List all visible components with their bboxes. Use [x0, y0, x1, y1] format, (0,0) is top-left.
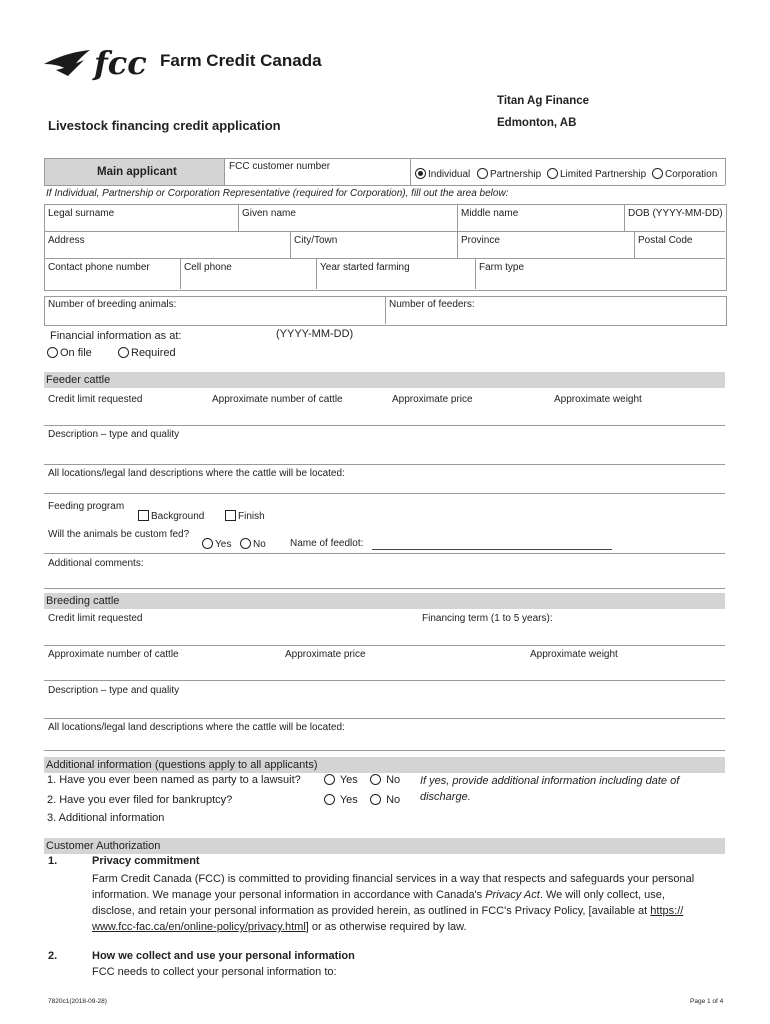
- entity-type-group: [410, 158, 726, 185]
- feeder-description-field[interactable]: Description – type and quality: [48, 429, 180, 440]
- item2-line1: FCC needs to collect your personal information to:: [92, 966, 337, 978]
- divider: [624, 204, 625, 231]
- text: disclose, and retain your personal information as provided herein, as outlined in FCC's Privacy Policy, [available at: [92, 905, 651, 917]
- feeder-credit-limit-field[interactable]: Credit limit requested: [48, 394, 143, 405]
- privacy-policy-link[interactable]: https://: [650, 905, 684, 917]
- entity-option-limited-partnership[interactable]: [547, 168, 646, 180]
- divider: [457, 231, 458, 258]
- option-label: Finish: [238, 511, 265, 522]
- applicant-instruction: If Individual, Partnership or Corporation Representative (required for Corporation), fill out the area below:: [46, 188, 509, 199]
- radio-icon: [240, 538, 251, 549]
- divider: [44, 493, 725, 494]
- fcc-logo: [42, 42, 162, 82]
- radio-icon: [202, 538, 213, 549]
- privacy-line-3: [92, 903, 732, 919]
- form-code: 7820c1(2018-09-28): [48, 998, 107, 1005]
- privacy-policy-link[interactable]: www.fcc-fac.ca/en/online-policy/privacy.html: [92, 921, 306, 933]
- privacy-act-text: Privacy Act: [485, 889, 540, 901]
- feeder-cattle-header: Feeder cattle: [44, 372, 725, 388]
- year-started-field[interactable]: Year started farming: [320, 262, 410, 273]
- divider: [44, 718, 725, 719]
- middle-name-field[interactable]: Middle name: [461, 208, 519, 219]
- feeder-locations-field[interactable]: All locations/legal land descriptions where the cattle will be located:: [48, 468, 345, 479]
- breeding-approx-number-field[interactable]: Approximate number of cattle: [48, 649, 179, 660]
- privacy-line-2: [92, 887, 732, 903]
- radio-icon: [324, 794, 335, 805]
- org-name: Farm Credit Canada: [160, 51, 322, 70]
- option-label: No: [253, 539, 266, 550]
- feeding-option-finish[interactable]: [225, 510, 265, 522]
- privacy-line-4: [92, 919, 732, 935]
- divider: [385, 296, 386, 324]
- custom-fed-no[interactable]: [240, 538, 266, 550]
- divider: [44, 464, 725, 465]
- item2-heading: How we collect and use your personal information: [92, 950, 355, 962]
- question-additional: 3. Additional information: [47, 812, 165, 824]
- checkbox-icon: [138, 510, 149, 521]
- divider: [475, 258, 476, 289]
- divider: [44, 258, 725, 259]
- additional-note-line2: discharge.: [420, 791, 471, 803]
- entity-option-label: Partnership: [490, 169, 542, 180]
- divider: [238, 204, 239, 231]
- feeder-comments-field[interactable]: Additional comments:: [48, 558, 144, 569]
- divider: [180, 258, 181, 289]
- divider: [634, 231, 635, 258]
- privacy-paragraph: [92, 871, 732, 935]
- breeding-cattle-header: Breeding cattle: [44, 593, 725, 609]
- breeding-locations-field[interactable]: All locations/legal land descriptions where the cattle will be located:: [48, 722, 345, 733]
- radio-icon: [118, 347, 129, 358]
- authorization-header: Customer Authorization: [44, 838, 725, 854]
- breeding-approx-weight-field[interactable]: Approximate weight: [530, 649, 618, 660]
- feeding-program-label: Feeding program: [48, 501, 125, 512]
- privacy-line-1: Farm Credit Canada (FCC) is committed to providing financial services in a way that respects and safeguards your personal: [92, 873, 695, 885]
- option-label: Yes: [339, 774, 358, 786]
- checkbox-icon: [225, 510, 236, 521]
- bankruptcy-no[interactable]: [370, 794, 400, 806]
- financial-option-on-file[interactable]: [47, 347, 92, 359]
- breeding-credit-limit-field[interactable]: Credit limit requested: [48, 613, 143, 624]
- divider: [44, 553, 725, 554]
- legal-surname-field[interactable]: Legal surname: [48, 208, 115, 219]
- breeding-animals-field[interactable]: Number of breeding animals:: [48, 299, 177, 310]
- feeder-approx-weight-field[interactable]: Approximate weight: [554, 394, 642, 405]
- item1-heading: Privacy commitment: [92, 855, 200, 867]
- main-applicant-header: [44, 158, 225, 185]
- entity-option-label: Individual: [428, 169, 471, 180]
- logo-wordmark: fcc: [94, 44, 147, 82]
- radio-icon: [547, 168, 558, 179]
- financial-info-label: Financial information as at:: [50, 330, 182, 342]
- text: . We will only collect, use,: [539, 889, 665, 901]
- text: information. We manage your personal information in accordance with Canada's: [92, 889, 486, 901]
- lawsuit-no[interactable]: [370, 774, 400, 786]
- financial-option-required[interactable]: [118, 347, 176, 359]
- main-applicant-label: Main applicant: [97, 166, 177, 178]
- customer-number-field[interactable]: [224, 158, 411, 185]
- text: ] or as otherwise required by law.: [305, 921, 467, 933]
- feeder-approx-number-field[interactable]: Approximate number of cattle: [212, 394, 343, 405]
- form-title: Livestock financing credit application: [48, 118, 281, 133]
- page-number: Page 1 of 4: [690, 998, 724, 1005]
- divider: [44, 680, 725, 681]
- radio-icon: [370, 794, 381, 805]
- question-bankruptcy: 2. Have you ever filed for bankruptcy?: [47, 794, 233, 806]
- given-name-field[interactable]: Given name: [242, 208, 296, 219]
- option-label: Yes: [215, 539, 232, 550]
- postal-code-field[interactable]: Postal Code: [638, 235, 693, 246]
- bankruptcy-yes[interactable]: [324, 794, 358, 806]
- breeding-description-field[interactable]: Description – type and quality: [48, 685, 180, 696]
- financial-date-format: (YYYY-MM-DD): [276, 328, 354, 340]
- divider: [290, 231, 291, 258]
- customer-number-label: FCC customer number: [229, 161, 331, 172]
- city-field[interactable]: City/Town: [294, 235, 338, 246]
- feedlot-label: Name of feedlot:: [290, 538, 364, 549]
- entity-option-label: Corporation: [665, 169, 718, 180]
- question-lawsuit: 1. Have you ever been named as party to a lawsuit?: [47, 774, 301, 786]
- radio-checked-icon: [415, 168, 426, 179]
- option-label: On file: [60, 347, 92, 359]
- entity-option-partnership[interactable]: [477, 168, 541, 180]
- additional-note-line1: If yes, provide additional information including date of: [420, 775, 680, 787]
- option-label: Required: [131, 347, 176, 359]
- radio-icon: [652, 168, 663, 179]
- radio-icon: [477, 168, 488, 179]
- entity-option-label: Limited Partnership: [560, 169, 647, 180]
- radio-icon: [370, 774, 381, 785]
- item2-number: 2.: [48, 950, 58, 962]
- contact-phone-field[interactable]: Contact phone number: [48, 262, 150, 273]
- cell-phone-field[interactable]: Cell phone: [184, 262, 232, 273]
- feeders-field[interactable]: Number of feeders:: [389, 299, 475, 310]
- option-label: Background: [151, 511, 205, 522]
- feeder-approx-price-field[interactable]: Approximate price: [392, 394, 473, 405]
- divider: [44, 425, 725, 426]
- radio-icon: [47, 347, 58, 358]
- breeding-financing-term-field[interactable]: Financing term (1 to 5 years):: [422, 613, 553, 624]
- feeding-option-background[interactable]: [138, 510, 204, 522]
- additional-info-header: Additional information (questions apply to all applicants): [44, 757, 725, 773]
- entity-option-individual[interactable]: [415, 168, 470, 180]
- dealer-location: Edmonton, AB: [497, 117, 577, 129]
- divider: [44, 750, 725, 751]
- dealer-name: Titan Ag Finance: [497, 95, 590, 107]
- divider: [44, 588, 725, 589]
- entity-option-corporation[interactable]: [652, 168, 717, 180]
- custom-fed-yes[interactable]: [202, 538, 231, 550]
- radio-icon: [324, 774, 335, 785]
- feedlot-input[interactable]: [372, 549, 612, 550]
- item1-number: 1.: [48, 855, 58, 867]
- farm-type-field[interactable]: Farm type: [479, 262, 525, 273]
- address-field[interactable]: Address: [48, 235, 85, 246]
- divider: [44, 645, 725, 646]
- divider: [44, 185, 725, 186]
- custom-fed-label: Will the animals be custom fed?: [48, 529, 190, 540]
- divider: [316, 258, 317, 289]
- divider: [44, 231, 725, 232]
- option-label: No: [386, 794, 401, 806]
- divider: [457, 204, 458, 231]
- dob-field[interactable]: DOB (YYYY-MM-DD): [628, 208, 723, 219]
- lawsuit-yes[interactable]: [324, 774, 358, 786]
- province-field[interactable]: Province: [461, 235, 500, 246]
- option-label: No: [386, 774, 401, 786]
- breeding-approx-price-field[interactable]: Approximate price: [285, 649, 366, 660]
- option-label: Yes: [339, 794, 358, 806]
